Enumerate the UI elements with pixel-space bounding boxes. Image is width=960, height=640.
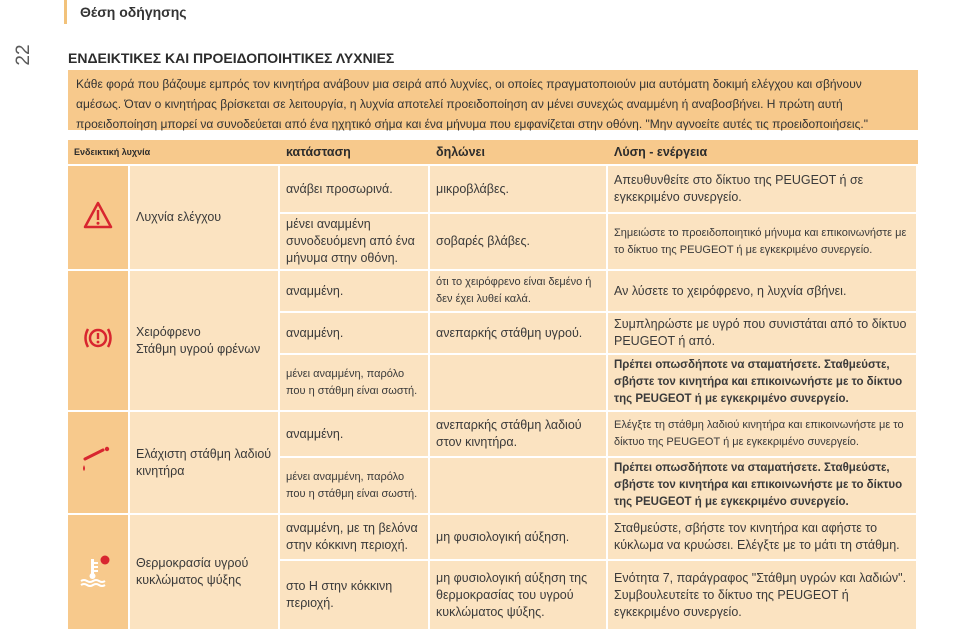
section-marker xyxy=(64,0,67,24)
icon-cell xyxy=(68,515,130,629)
warning-triangle-icon xyxy=(83,201,113,234)
table-row xyxy=(68,271,918,311)
table-row xyxy=(68,515,918,559)
page-number: 22 xyxy=(13,44,34,66)
page-heading: ΕΝΔΕΙΚΤΙΚΕΣ ΚΑΙ ΠΡΟΕΙΔΟΠΟΙΗΤΙΚΕΣ ΛΥΧΝΙΕΣ xyxy=(68,50,395,66)
intro-box: Κάθε φορά που βάζουμε εμπρός τον κινητήρα ανάβουν μια σειρά από λυχνίες, οι οποίες πραγματοποιούν μια αυτόματη δοκιμή ελέγχου και σβήνουν αμέσως. Όταν ο κινητήρας βρίσκεται σε λειτουργία, η λυχνία αποτελεί προειδοποίηση αν μένει συνεχώς αναμμένη ή αναβοσβήνει. Η πρώτη αυτή προειδοποίηση μπορεί να συνοδεύεται από ένα ηχητικό σήμα και ένα μήνυμα που εμφανίζεται στην οθόνη. "Μην αγνοείτε αυτές τις προειδοποιήσεις." xyxy=(68,70,918,130)
section-title: Θέση οδήγησης xyxy=(80,4,187,20)
cell-state: μένει αναμμένη, παρόλο που η στάθμη είναι σωστή. xyxy=(280,458,430,513)
header-state: κατάσταση xyxy=(280,140,430,164)
cell-indicates: σοβαρές βλάβες. xyxy=(430,214,608,269)
warning-lights-table xyxy=(68,138,918,631)
cell-solution: Σταθμεύστε, σβήστε τον κινητήρα και αφήστε το κύκλωμα να κρυώσει. Ελέγξτε με το μάτι τη στάθμη. xyxy=(608,515,918,559)
cell-state: αναμμένη. xyxy=(280,271,430,311)
cell-solution: Αν λύσετε το χειρόφρενο, η λυχνία σβήνει. xyxy=(608,271,918,311)
cell-solution: Απευθυνθείτε στο δίκτυο της PEUGEOT ή σε εγκεκριμένο συνεργείο. xyxy=(608,166,918,212)
cell-indicates: ότι το χειρόφρενο είναι δεμένο ή δεν έχει λυθεί καλά. xyxy=(430,271,608,311)
cell-indicates: ανεπαρκής στάθμη υγρού. xyxy=(430,313,608,353)
cell-state: μένει αναμμένη συνοδευόμενη από ένα μήνυμα στην οθόνη. xyxy=(280,214,430,269)
oil-can-icon xyxy=(81,445,115,480)
cell-indicates xyxy=(430,458,608,513)
header-light: Ενδεικτική λυχνία xyxy=(68,140,280,164)
cell-state: αναμμένη, με τη βελόνα στην κόκκινη περιοχή. xyxy=(280,515,430,559)
light-name: Χειρόφρενο Στάθμη υγρού φρένων xyxy=(130,271,280,410)
cell-solution: Σημειώστε το προειδοποιητικό μήνυμα και επικοινωνήστε με το δίκτυο της PEUGEOT ή με εγκεκριμένο συνεργείο. xyxy=(608,214,918,269)
cell-solution: Συμπληρώστε με υγρό που συνιστάται από το δίκτυο PEUGEOT ή από. xyxy=(608,313,918,353)
cell-indicates: μη φυσιολογική αύξηση. xyxy=(430,515,608,559)
cell-indicates: μη φυσιολογική αύξηση της θερμοκρασίας του υγρού κυκλώματος ψύξης. xyxy=(430,561,608,629)
handbrake-icon xyxy=(82,325,114,356)
cell-state: στο Η στην κόκκινη περιοχή. xyxy=(280,561,430,629)
icon-cell xyxy=(68,271,130,410)
cell-state: αναμμένη. xyxy=(280,313,430,353)
table-row xyxy=(68,166,918,212)
cell-solution: Ενότητα 7, παράγραφος "Στάθμη υγρών και λαδιών". Συμβουλευτείτε το δίκτυο της PEUGEOT ή εγκεκριμένο συνεργείο. xyxy=(608,561,918,629)
cell-solution: Πρέπει οπωσδήποτε να σταματήσετε. Σταθμεύστε, σβήστε τον κινητήρα και επικοινωνήστε με το δίκτυο της PEUGEOT ή με εγκεκριμένο συνεργείο. xyxy=(608,355,918,410)
cell-solution: Ελέγξτε τη στάθμη λαδιού κινητήρα και επικοινωνήστε με το δίκτυο της PEUGEOT ή με εγκεκριμένο συνεργείο. xyxy=(608,412,918,456)
table-row xyxy=(68,412,918,456)
light-name: Λυχνία ελέγχου xyxy=(130,166,280,269)
header-solution: Λύση - ενέργεια xyxy=(608,140,918,164)
cell-state: αναμμένη. xyxy=(280,412,430,456)
light-name: Ελάχιστη στάθμη λαδιού κινητήρα xyxy=(130,412,280,513)
table-header-row xyxy=(68,140,918,164)
cell-indicates: μικροβλάβες. xyxy=(430,166,608,212)
icon-cell xyxy=(68,412,130,513)
cell-indicates xyxy=(430,355,608,410)
coolant-temperature-icon xyxy=(78,553,118,592)
cell-indicates: ανεπαρκής στάθμη λαδιού στον κινητήρα. xyxy=(430,412,608,456)
light-name: Θερμοκρασία υγρού κυκλώματος ψύξης xyxy=(130,515,280,629)
header-indicates: δηλώνει xyxy=(430,140,608,164)
cell-solution: Πρέπει οπωσδήποτε να σταματήσετε. Σταθμεύστε, σβήστε τον κινητήρα και επικοινωνήστε με το δίκτυο της PEUGEOT ή με εγκεκριμένο συνεργείο. xyxy=(608,458,918,513)
cell-state: μένει αναμμένη, παρόλο που η στάθμη είναι σωστή. xyxy=(280,355,430,410)
cell-state: ανάβει προσωρινά. xyxy=(280,166,430,212)
icon-cell xyxy=(68,166,130,269)
